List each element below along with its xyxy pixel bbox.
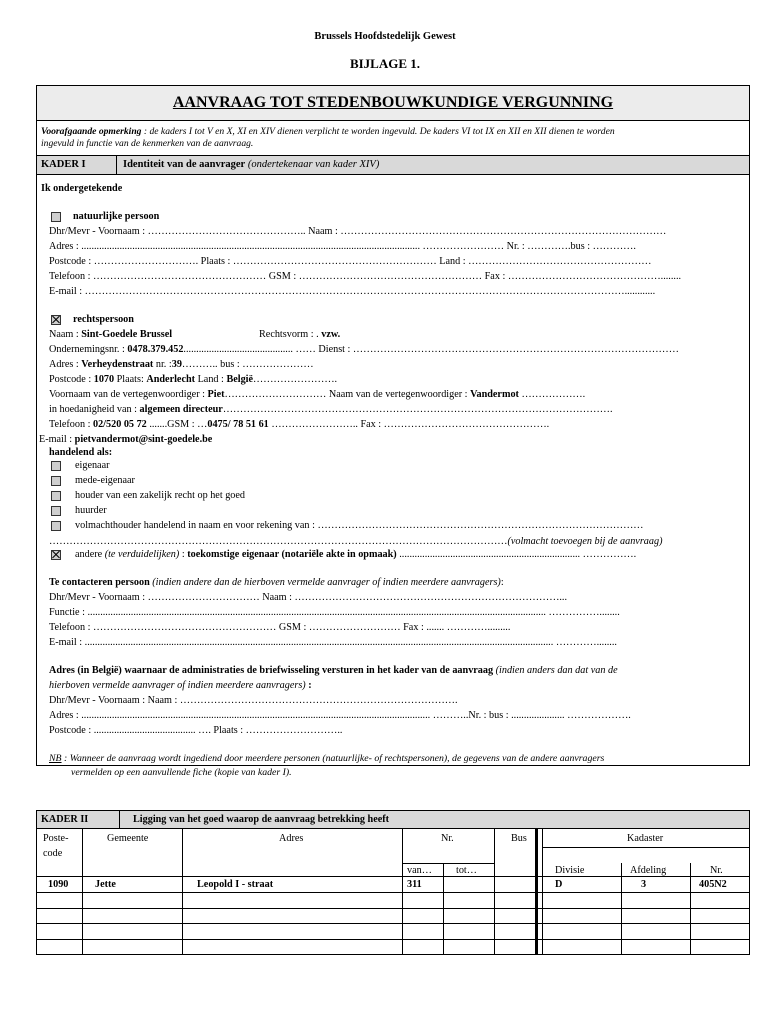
contact-function-line[interactable]: Functie : .................................................................................................................................................................................... ……………........ [49, 607, 620, 618]
legal-address-line[interactable]: Adres : Verheydenstraat nr. :39……….. bus : ………………… [49, 359, 314, 370]
col-divisie: Divisie [555, 865, 585, 876]
proxy-continuation-line[interactable]: ………………………………………………………………………………………………………………………(volmacht toevoegen bij de aanvraag) [49, 536, 663, 547]
role-other-checkbox[interactable] [51, 550, 61, 560]
correspondence-postcode-line[interactable]: Postcode : ........................................ …. Plaats : ……………………….. [49, 725, 343, 736]
col-afdeling: Afdeling [630, 865, 667, 876]
natural-person-checkbox[interactable] [51, 212, 61, 222]
annex-header: BIJLAGE 1. [349, 56, 421, 71]
contact-person-title: Te contacteren persoon (indien andere dan de hierboven vermelde aanvrager of indien meerdere aanvragers): [49, 577, 504, 588]
acting-as-label: handelend als: [49, 447, 113, 458]
representative-line[interactable]: Voornaam van de vertegenwoordiger : Piet………………………… Naam van de vertegenwoordiger : Vandermot ………………. [49, 389, 586, 400]
natural-email-line[interactable]: E-mail : ……………………………………………………………………………………………………………………………………………............ [49, 286, 656, 297]
role-co-owner-label: mede-eigenaar [75, 475, 135, 486]
capacity-line[interactable]: in hoedanigheid van : algemeen directeur……………………………………………………………………………………………………. [49, 404, 613, 415]
natural-name-line[interactable]: Dhr/Mevr - Voornaam : ……………………………………….. Naam : …………………………………………………………………………………… [49, 226, 667, 237]
col-bus: Bus [511, 833, 527, 844]
legal-phone-line[interactable]: Telefoon : 02/520 05 72 .......GSM : …0475/ 78 51 61 …………………….. Fax : …………………………………………. [49, 419, 550, 430]
natural-person-label: natuurlijke persoon [73, 211, 160, 222]
col-adres: Adres [279, 833, 304, 844]
nb-note-1: NB : Wanneer de aanvraag wordt ingediend door meerdere personen (natuurlijke- of rechtspersonen), de gegevens van de andere aanvragers [49, 753, 605, 764]
row-adres[interactable]: Leopold I - straat [197, 879, 274, 890]
role-real-right-label: houder van een zakelijk recht op het goed [75, 490, 246, 501]
region-header: Brussels Hoofdstedelijk Gewest [314, 31, 456, 42]
kader-i-label: KADER I [41, 159, 86, 170]
natural-address-line[interactable]: Adres : ..................................................................................................................................... …………………… Nr. : ………….bus : …………. [49, 241, 636, 252]
role-proxy-checkbox[interactable] [51, 521, 61, 531]
col-postcode-2: code [43, 848, 63, 859]
remark-text-2: ingevuld in functie van de kenmerken van de aanvraag. [41, 138, 254, 149]
legal-name-value: Sint-Goedele Brussel [81, 329, 173, 340]
col-van: van… [407, 865, 432, 876]
role-tenant-label: huurder [75, 505, 107, 516]
col-gemeente: Gemeente [107, 833, 149, 844]
role-other-value: toekomstige eigenaar (notariële akte in opmaak) [187, 549, 397, 560]
kader-ii-title: Ligging van het goed waarop de aanvraag betrekking heeft [133, 814, 390, 825]
correspondence-address-line[interactable]: Adres : ......................................................................................................................................... ………..Nr. : bus : ..................... ………………. [49, 710, 631, 721]
legal-email-line[interactable]: E-mail : pietvandermot@sint-goedele.be [39, 434, 213, 445]
col-tot: tot… [456, 865, 477, 876]
legal-person-checkbox[interactable] [51, 315, 61, 325]
row-gemeente[interactable]: Jette [95, 879, 116, 890]
col-kadaster-nr: Nr. [710, 865, 723, 876]
kader-ii-label: KADER II [41, 814, 89, 825]
form-title: AANVRAAG TOT STEDENBOUWKUNDIGE VERGUNNING [37, 86, 749, 121]
nb-note-2: vermelden op een aanvullende fiche (kopie van kader I). [71, 767, 292, 778]
legal-person-label: rechtspersoon [73, 314, 134, 325]
natural-postcode-line[interactable]: Postcode : …………………………. Plaats : …………………………………………………… Land : ……………………………………………… [49, 256, 652, 267]
legal-postcode-line[interactable]: Postcode : 1070 Plaats: Anderlecht Land : België……………………. [49, 374, 338, 385]
legal-name-line[interactable]: Naam : Sint-Goedele Brussel Rechtsvorm : . vzw. [49, 329, 341, 340]
col-kadaster: Kadaster [627, 833, 664, 844]
contact-phone-line[interactable]: Telefoon : ……………………………………………… GSM : ……………………… Fax : ....... …………......... [49, 622, 511, 633]
row-afdeling[interactable]: 3 [641, 879, 647, 890]
kader-ii-box [36, 810, 750, 955]
row-kadaster-nr[interactable]: 405N2 [699, 879, 727, 890]
role-co-owner-checkbox[interactable] [51, 476, 61, 486]
kader-i-bar [37, 155, 749, 175]
natural-phone-line[interactable]: Telefoon : …………………………………………… GSM : ……………………………………………… Fax : ………………………………………........ [49, 271, 682, 282]
role-owner-label: eigenaar [75, 460, 110, 471]
role-other-line[interactable]: andere (te verduidelijken) : toekomstige eigenaar (notariële akte in opmaak) ....................................................................... ……………. [75, 549, 637, 560]
col-postcode: Poste- [43, 833, 69, 844]
contact-email-line[interactable]: E-mail : ........................................................................................................................................................................................ …………........ [49, 637, 617, 648]
role-real-right-checkbox[interactable] [51, 491, 61, 501]
correspondence-name-line[interactable]: Dhr/Mevr - Voornaam : Naam : ………………………………………………………………………. [49, 695, 458, 706]
undersigned-label: Ik ondergetekende [41, 183, 123, 194]
correspondence-title-2: hierboven vermelde aanvrager of indien meerdere aanvragers) : [49, 680, 312, 691]
row-postcode[interactable]: 1090 [48, 879, 69, 890]
contact-name-line[interactable]: Dhr/Mevr - Voornaam : …………………………… Naam : ……………………………………………………………………... [49, 592, 568, 603]
legal-form-value: vzw. [321, 329, 341, 340]
kader-i-box [36, 85, 750, 778]
preliminary-remark [41, 126, 745, 150]
role-tenant-checkbox[interactable] [51, 506, 61, 516]
role-owner-checkbox[interactable] [51, 461, 61, 471]
row-divisie[interactable]: D [555, 879, 563, 890]
role-proxy-label[interactable]: volmachthouder handelend in naam en voor rekening van : …………………………………………………………………………………… [75, 520, 644, 531]
kader-i-title: Identiteit van de aanvrager (ondertekenaar van kader XIV) [123, 159, 380, 170]
kader-ii-bar [37, 811, 749, 829]
col-nr: Nr. [441, 833, 454, 844]
remark-text-1: : de kaders I tot V en X, XI en XIV dienen verplicht te worden ingevuld. De kaders VI tot IX en XII en XII dienen te worden [141, 126, 615, 137]
remark-label: Voorafgaande opmerking [41, 126, 142, 137]
enterprise-number-line[interactable]: Ondernemingsnr. : 0478.379.452........................................... …… Dienst : …………………………………………………………………………………… [49, 344, 679, 355]
row-van[interactable]: 311 [407, 879, 422, 890]
correspondence-title: Adres (in België) waarnaar de administraties de briefwisseling versturen in het kader van de aanvraag (indien anders dan dat van de [49, 665, 618, 676]
